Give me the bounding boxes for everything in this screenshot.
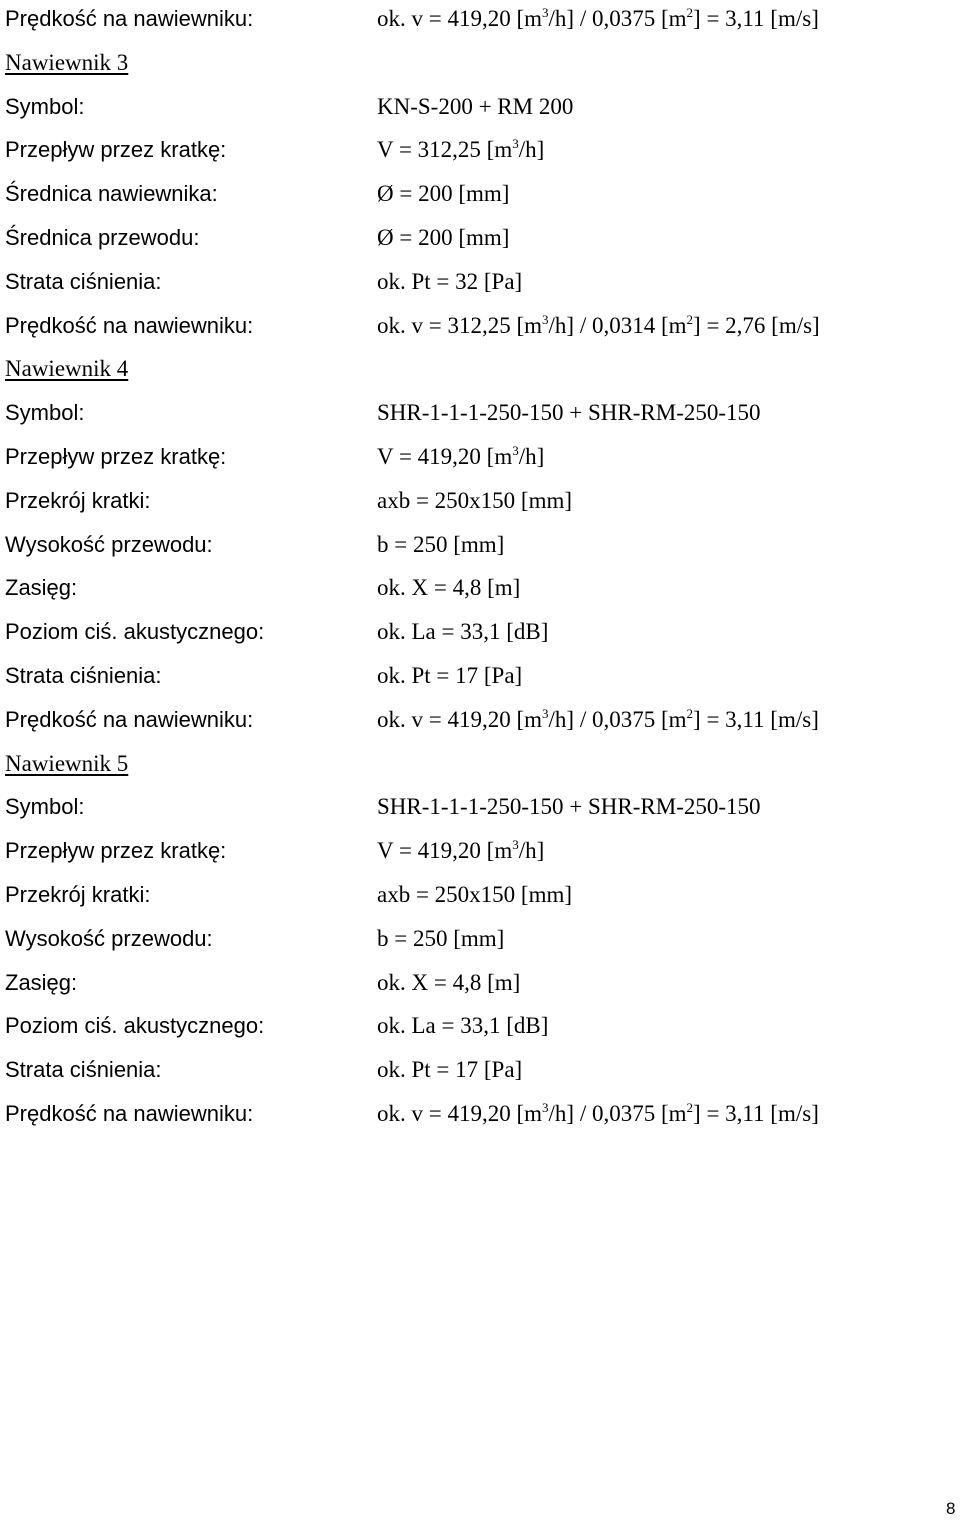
spec-value: [377, 573, 520, 603]
spec-row: [0, 924, 960, 954]
spec-value: [377, 705, 819, 735]
spec-row: [0, 836, 960, 866]
spec-label: Prędkość na nawiewniku:: [5, 312, 254, 338]
spec-value: [377, 880, 572, 910]
spec-label: Prędkość na nawiewniku:: [5, 706, 254, 732]
value-text: SHR-1-1-1-250-150 + SHR-RM-250-150: [377, 400, 761, 426]
spec-row: [0, 705, 960, 735]
value-text: ok. v = 419,20 [m: [377, 1101, 543, 1126]
superscript: 3: [542, 705, 549, 721]
spec-value: [377, 1055, 522, 1085]
spec-label: Symbol:: [5, 93, 85, 119]
spec-label: Zasięg:: [5, 969, 78, 995]
section-heading-row: [0, 48, 960, 78]
value-text: /h]: [518, 838, 545, 864]
value-text: SHR-1-1-1-250-150 + SHR-RM-250-150: [377, 794, 761, 820]
value-text: ok. Pt = 32 [Pa]: [377, 268, 523, 294]
value-text: /h] / 0,0375 [m: [548, 1101, 687, 1126]
spec-label: Wysokość przewodu:: [5, 531, 213, 557]
spec-label: Strata ciśnienia:: [5, 663, 162, 688]
spec-row: [0, 573, 960, 603]
spec-row: [0, 135, 960, 165]
spec-row: [0, 617, 960, 647]
value-text: ok. v = 419,20 [m: [377, 706, 543, 732]
spec-value: [377, 530, 504, 560]
value-text: /h] / 0,0375 [m: [548, 6, 687, 31]
spec-row: [0, 223, 960, 253]
superscript: 3: [512, 443, 519, 458]
spec-row: [0, 968, 960, 998]
value-text: ok. X = 4,8 [m]: [377, 969, 521, 995]
spec-label: Symbol:: [5, 794, 85, 820]
section-heading-row: [0, 749, 960, 779]
spec-row: [0, 1011, 960, 1041]
spec-row: [0, 442, 960, 472]
section-heading: Nawiewnik 4: [5, 356, 129, 382]
spec-value: [377, 968, 520, 998]
superscript: 3: [542, 5, 549, 20]
superscript: 2: [686, 5, 694, 20]
spec-row: [0, 880, 960, 910]
spec-value: [377, 311, 820, 341]
spec-label: Prędkość na nawiewniku:: [5, 1101, 254, 1126]
value-text: ] = 2,76 [m/s]: [693, 312, 820, 338]
value-text: /h] / 0,0314 [m: [548, 312, 687, 338]
spec-value: [377, 486, 572, 516]
spec-row: [0, 530, 960, 560]
value-text: V = 419,20 [m: [377, 838, 513, 864]
spec-row: [0, 486, 960, 516]
section-heading: Nawiewnik 5: [5, 750, 129, 776]
spec-label: Przekrój kratki:: [5, 882, 151, 907]
spec-value: [377, 223, 509, 253]
value-text: ok. La = 33,1 [dB]: [377, 619, 549, 645]
value-text: ] = 3,11 [m/s]: [693, 706, 819, 732]
value-text: axb = 250x150 [mm]: [377, 487, 573, 513]
value-text: KN-S-200 + RM 200: [377, 93, 574, 119]
value-text: /h]: [518, 137, 545, 163]
superscript: 2: [686, 311, 694, 327]
spec-value: [377, 1099, 819, 1129]
value-text: axb = 250x150 [mm]: [377, 882, 573, 907]
spec-label: Wysokość przewodu:: [5, 925, 213, 951]
spec-label: Przekrój kratki:: [5, 487, 151, 513]
value-text: ok. v = 419,20 [m: [377, 6, 543, 31]
value-text: /h] / 0,0375 [m: [548, 706, 687, 732]
spec-row: [0, 179, 960, 209]
spec-label: Strata ciśnienia:: [5, 268, 162, 294]
value-text: ok. v = 312,25 [m: [377, 312, 543, 338]
superscript: 2: [686, 1100, 694, 1115]
value-text: b = 250 [mm]: [377, 925, 505, 951]
value-text: ] = 3,11 [m/s]: [693, 1101, 819, 1126]
value-text: Ø = 200 [mm]: [377, 225, 510, 250]
value-text: ok. La = 33,1 [dB]: [377, 1013, 549, 1039]
spec-label: Zasięg:: [5, 575, 78, 601]
spec-label: Przepływ przez kratkę:: [5, 444, 227, 469]
spec-row: [0, 792, 960, 822]
spec-label: Poziom ciś. akustycznego:: [5, 619, 265, 645]
value-text: Ø = 200 [mm]: [377, 181, 510, 207]
spec-value: [377, 617, 548, 647]
superscript: 3: [542, 1100, 549, 1115]
superscript: 3: [512, 136, 519, 152]
spec-label: Średnica przewodu:: [5, 225, 200, 250]
section-heading-row: [0, 354, 960, 384]
value-text: ok. Pt = 17 [Pa]: [377, 663, 523, 688]
spec-row: [0, 1099, 960, 1129]
spec-label: Symbol:: [5, 400, 85, 426]
spec-label: Przepływ przez kratkę:: [5, 137, 227, 163]
spec-value: [377, 179, 509, 209]
spec-row: [0, 398, 960, 428]
spec-value: [377, 398, 761, 428]
spec-value: [377, 442, 544, 472]
spec-label: Poziom ciś. akustycznego:: [5, 1013, 265, 1039]
superscript: 3: [542, 311, 549, 327]
spec-row: [0, 1055, 960, 1085]
value-text: V = 419,20 [m: [377, 444, 513, 469]
spec-value: [377, 792, 761, 822]
spec-label: Prędkość na nawiewniku:: [5, 6, 254, 31]
value-text: V = 312,25 [m: [377, 137, 513, 163]
page-number: 8: [946, 1499, 956, 1518]
spec-row: [0, 661, 960, 691]
spec-row: [0, 311, 960, 341]
superscript: 3: [512, 837, 519, 853]
value-text: ok. Pt = 17 [Pa]: [377, 1057, 523, 1083]
value-text: ] = 3,11 [m/s]: [693, 6, 819, 31]
value-text: ok. X = 4,8 [m]: [377, 575, 521, 601]
spec-label: Przepływ przez kratkę:: [5, 838, 227, 864]
spec-row: [0, 267, 960, 297]
spec-row: [0, 92, 960, 122]
spec-value: [377, 1011, 548, 1041]
section-heading: Nawiewnik 3: [5, 49, 129, 75]
spec-value: [377, 661, 522, 691]
spec-label: Strata ciśnienia:: [5, 1057, 162, 1083]
spec-row: [0, 4, 960, 34]
spec-value: [377, 836, 544, 866]
spec-value: [377, 267, 522, 297]
value-text: b = 250 [mm]: [377, 531, 505, 557]
spec-value: [377, 135, 544, 165]
value-text: /h]: [518, 444, 545, 469]
spec-label: Średnica nawiewnika:: [5, 181, 218, 207]
spec-value: [377, 92, 573, 122]
spec-value: [377, 924, 504, 954]
superscript: 2: [686, 705, 694, 721]
spec-value: [377, 4, 819, 34]
